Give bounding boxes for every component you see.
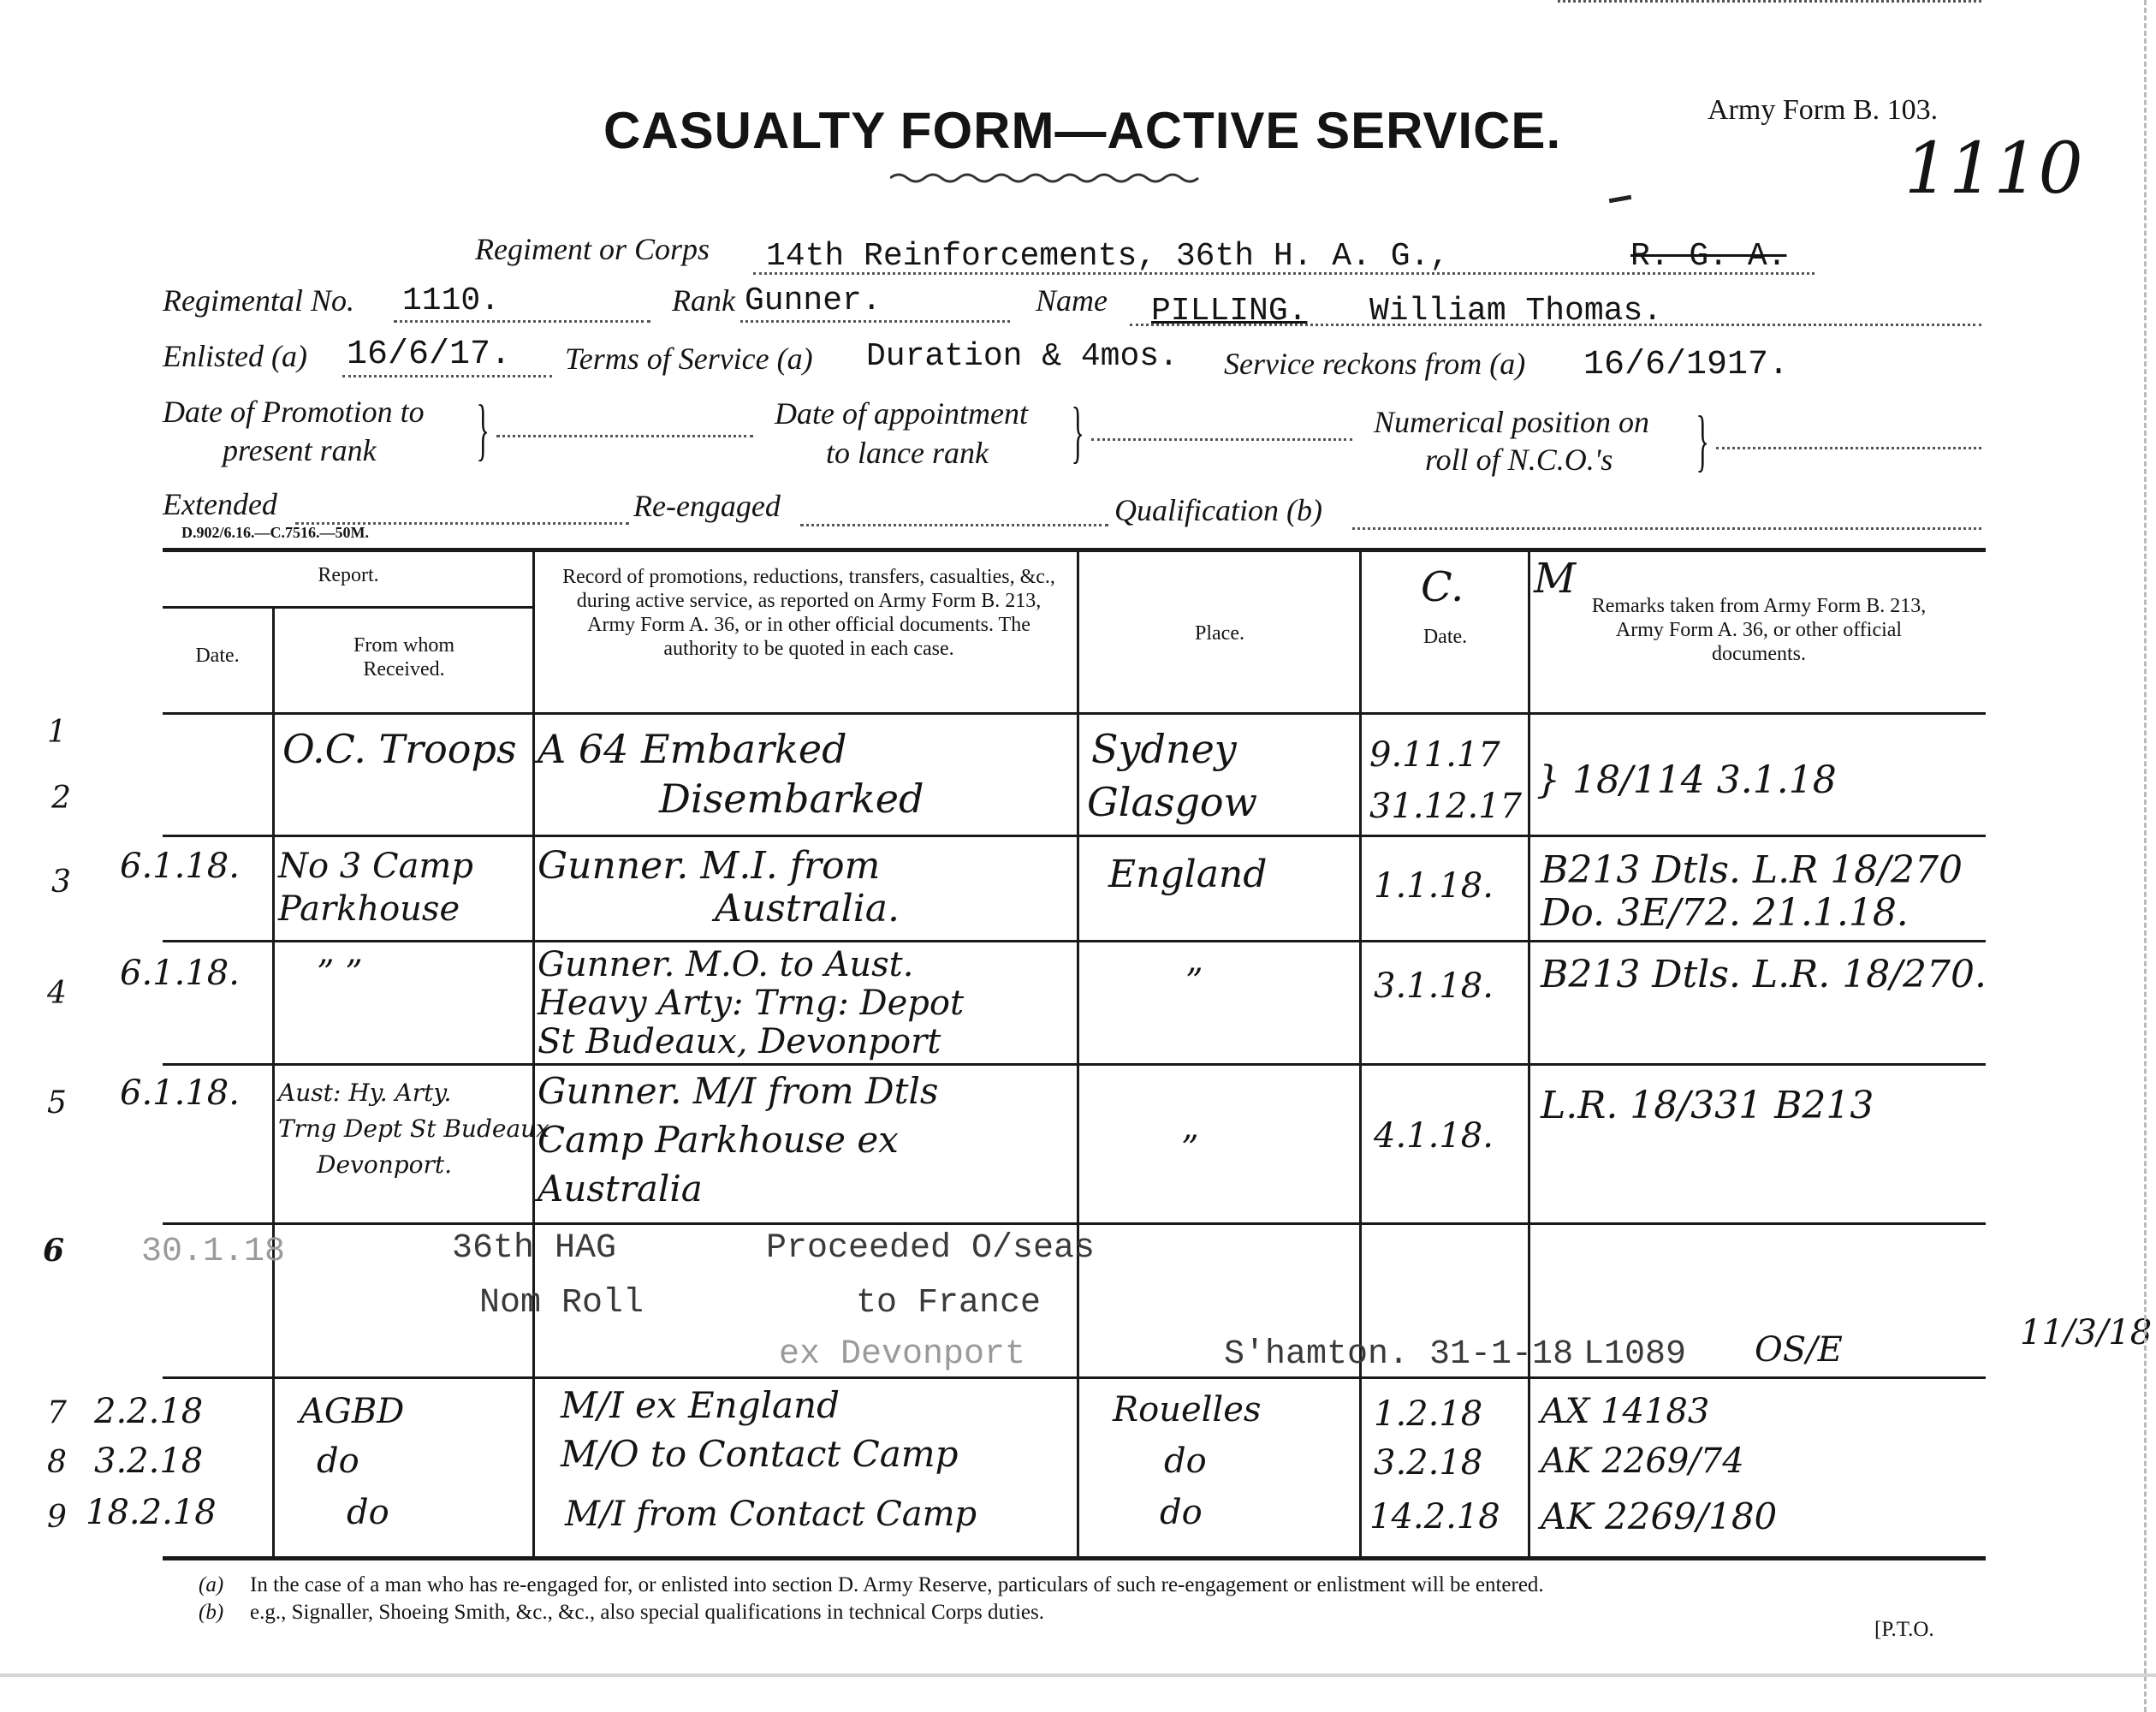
row-number: 4: [47, 976, 67, 1011]
row-remarks: AK 2269/74: [1541, 1442, 1744, 1481]
row-date: 6.1.18.: [120, 954, 240, 993]
row-rule-2: [163, 940, 1986, 942]
enlisted-value: 16/6/17.: [347, 336, 512, 374]
handwritten-number: 1110: [1904, 128, 2083, 210]
rank-dots: [740, 320, 1010, 323]
row-from: do: [317, 1442, 359, 1481]
table-top-rule: [163, 548, 1986, 552]
row-record: M/I ex England: [561, 1384, 840, 1426]
row-from: Parkhouse: [278, 889, 460, 929]
regimental-no-value: 1110.: [402, 282, 501, 319]
header-mark-m: M: [1534, 555, 1577, 603]
row-from: do: [347, 1493, 389, 1532]
enlisted-label: Enlisted (a): [163, 339, 307, 373]
appointment-label-2: to lance rank: [826, 436, 989, 470]
header-place: Place.: [1195, 622, 1244, 645]
row-date: 30.1.18: [141, 1233, 286, 1271]
col-divider-2: [532, 548, 535, 1556]
row-place: Glasgow: [1087, 779, 1258, 825]
footnote-b-mark: (b): [199, 1601, 224, 1624]
reckons-value: 16/6/1917.: [1583, 346, 1790, 384]
header-report-rule: [163, 606, 535, 609]
row-remarks: AK 2269/180: [1541, 1495, 1778, 1537]
name-surname: PILLING.: [1151, 293, 1308, 330]
qualification-dots: [1352, 527, 1981, 530]
row-place: Sydney: [1091, 726, 1237, 772]
typed-nom-roll: Nom Roll: [479, 1284, 644, 1323]
header-bottom-rule: [163, 712, 1986, 715]
row-date-2: 1.2.18: [1374, 1394, 1483, 1434]
row-number: 7: [47, 1395, 67, 1430]
terms-value: Duration & 4mos.: [866, 338, 1179, 375]
promotion-label: Date of Promotion to: [163, 395, 425, 429]
footnote-b: e.g., Signaller, Shoeing Smith, &c., &c., also special qualifications in technical Corps duties.: [250, 1601, 1044, 1624]
header-report: Report.: [318, 564, 379, 586]
row-record: M/I from Contact Camp: [565, 1495, 977, 1534]
row-date-2: 31.12.17: [1369, 787, 1523, 826]
page-bottom-edge: [0, 1673, 2156, 1677]
col-divider-4: [1359, 548, 1362, 1556]
name-given: William Thomas.: [1369, 293, 1663, 330]
page-title: CASUALTY FORM—ACTIVE SERVICE.: [603, 102, 1562, 159]
row-place: do: [1164, 1442, 1207, 1481]
regiment-struck: R. G. A.: [1630, 238, 1787, 275]
rank-label: Rank: [672, 283, 735, 318]
row-record: Australia: [538, 1168, 703, 1210]
numerical-label-2: roll of N.C.O.'s: [1425, 443, 1613, 477]
row-remarks: L.R. 18/331 B213: [1541, 1084, 1874, 1127]
typed-reference: L1089: [1583, 1335, 1687, 1374]
numerical-brace: }: [1696, 403, 1709, 479]
enlisted-dots: [342, 375, 552, 377]
row-date-2: 1.1.18.: [1374, 866, 1494, 906]
appointment-brace: }: [1071, 395, 1084, 470]
row-record: Australia.: [715, 887, 900, 930]
appointment-label: Date of appointment: [775, 396, 1028, 431]
promotion-label-2: present rank: [223, 433, 377, 467]
row-record: Gunner. M.O. to Aust.: [538, 945, 914, 984]
row-rule-4: [163, 1222, 1986, 1225]
row-rule-3: [163, 1063, 1986, 1066]
row-from: No 3 Camp: [278, 847, 473, 886]
promotion-brace: }: [476, 392, 490, 467]
typed-proceeded: Proceeded O/seas: [766, 1229, 1096, 1268]
row-number: 8: [47, 1445, 67, 1480]
row-date: 3.2.18: [94, 1442, 204, 1481]
row-place: England: [1108, 853, 1268, 896]
col-divider-5: [1528, 548, 1530, 1556]
header-date: Date.: [195, 645, 240, 667]
row-rule-1: [163, 835, 1986, 837]
regiment-value: 14th Reinforcements, 36th H. A. G.,: [766, 238, 1450, 275]
row-date: 6.1.18.: [120, 1073, 240, 1113]
typed-ex-devonport: ex Devonport: [779, 1335, 1026, 1374]
regiment-label: Regiment or Corps: [475, 232, 710, 266]
row-from: ” ”: [317, 954, 363, 993]
terms-label: Terms of Service (a): [565, 342, 813, 376]
row-date-2: 3.1.18.: [1374, 966, 1494, 1006]
regimental-no-dots: [394, 320, 650, 323]
row-number: 9: [47, 1500, 67, 1535]
header-date-2: Date.: [1422, 626, 1468, 648]
typed-southampton: S'hamton. 31-1-18: [1224, 1335, 1574, 1374]
title-squiggle: [890, 169, 1215, 187]
row-date-2: 9.11.17: [1369, 735, 1500, 775]
row-place: Rouelles: [1113, 1390, 1262, 1430]
appointment-dots: [1091, 438, 1352, 441]
numerical-dots: [1716, 447, 1981, 449]
typed-to-france: to France: [856, 1284, 1042, 1323]
row-place: ”: [1185, 962, 1203, 1002]
row-from: O.C. Troops: [282, 726, 517, 772]
header-mark-c: C.: [1421, 563, 1464, 611]
col-divider-3: [1077, 548, 1079, 1556]
row-record: Heavy Arty: Trng: Depot: [538, 984, 965, 1023]
name-label: Name: [1036, 283, 1108, 318]
print-code: D.902/6.16.—C.7516.—50M.: [181, 524, 369, 541]
row-record: Disembarked: [659, 776, 924, 822]
row-number: 5: [47, 1085, 67, 1121]
row-record: St Budeaux, Devonport: [538, 1022, 941, 1061]
extended-label: Extended: [163, 487, 277, 521]
row-date: 2.2.18: [94, 1392, 204, 1431]
regimental-no-label: Regimental No.: [163, 283, 354, 318]
row-date: 18.2.18: [86, 1493, 217, 1532]
row-record: A 64 Embarked: [538, 726, 847, 772]
qualification-label: Qualification (b): [1114, 493, 1322, 527]
header-record: Record of promotions, reductions, transfers, casualties, &c., during active service, as reported on Army Form B. 213, Army Form A. 36, or in other official documents. The authority to be quoted in each case.: [562, 566, 1055, 660]
row-number: 1: [47, 715, 67, 750]
form-number: Army Form B. 103.: [1708, 94, 1939, 126]
reengaged-label: Re-engaged: [633, 489, 781, 523]
row-from: Trng Dept St Budeaux: [278, 1115, 549, 1143]
row-number: 3: [51, 865, 71, 900]
footnote-a-mark: (a): [199, 1573, 224, 1596]
row-remarks: AX 14183: [1541, 1392, 1710, 1431]
row-place: ”: [1181, 1129, 1199, 1168]
row-remarks-date: 11/3/18: [2020, 1313, 2153, 1352]
row-remarks: Do. 3E/72. 21.1.18.: [1541, 891, 1909, 935]
pen-mark: [1609, 195, 1631, 203]
row-number: 6: [43, 1233, 65, 1269]
reckons-dots: [1558, 0, 1981, 3]
row-date-2: 14.2.18: [1369, 1497, 1500, 1537]
row-date: 6.1.18.: [120, 847, 240, 886]
binding-edge: [2144, 0, 2150, 1712]
row-rule-5: [163, 1376, 1986, 1379]
row-date-2: 4.1.18.: [1374, 1116, 1494, 1156]
reckons-label: Service reckons from (a): [1224, 347, 1526, 381]
footnote-a: In the case of a man who has re-engaged for, or enlisted into section D. Army Reserve, particulars of such re-engagement or enlistment will be entered.: [250, 1573, 1544, 1596]
row-record: Camp Parkhouse ex: [538, 1119, 899, 1161]
promotion-dots: [496, 435, 753, 437]
row-from: Aust: Hy. Arty.: [278, 1079, 452, 1107]
col-divider-1: [272, 606, 275, 1556]
row-record: Gunner. M/I from Dtls: [538, 1070, 939, 1112]
row-remarks: B213 Dtls. L.R 18/270: [1541, 848, 1963, 892]
row-from: Devonport.: [317, 1150, 453, 1179]
rank-value: Gunner.: [745, 282, 882, 319]
row-number: 2: [51, 781, 71, 816]
pto-mark: [P.T.O.: [1874, 1618, 1934, 1641]
row-place: do: [1160, 1493, 1203, 1532]
row-remarks: } 18/114 3.1.18: [1536, 758, 1837, 802]
reengaged-dots: [800, 524, 1108, 526]
row-remarks: OS/E: [1755, 1330, 1843, 1370]
row-record: M/O to Contact Camp: [561, 1433, 959, 1475]
row-from: AGBD: [300, 1392, 405, 1431]
header-remarks: Remarks taken from Army Form B. 213, Army Form A. 36, or other official documents.: [1591, 595, 1927, 665]
numerical-label: Numerical position on: [1374, 405, 1649, 439]
row-date-2: 3.2.18: [1374, 1443, 1483, 1483]
typed-unit: 36th HAG: [452, 1229, 617, 1268]
row-remarks: B213 Dtls. L.R. 18/270.: [1541, 953, 1987, 996]
header-from-whom: From whom Received.: [353, 634, 454, 681]
table-bottom-rule: [163, 1556, 1986, 1560]
row-record: Gunner. M.I. from: [538, 844, 881, 888]
